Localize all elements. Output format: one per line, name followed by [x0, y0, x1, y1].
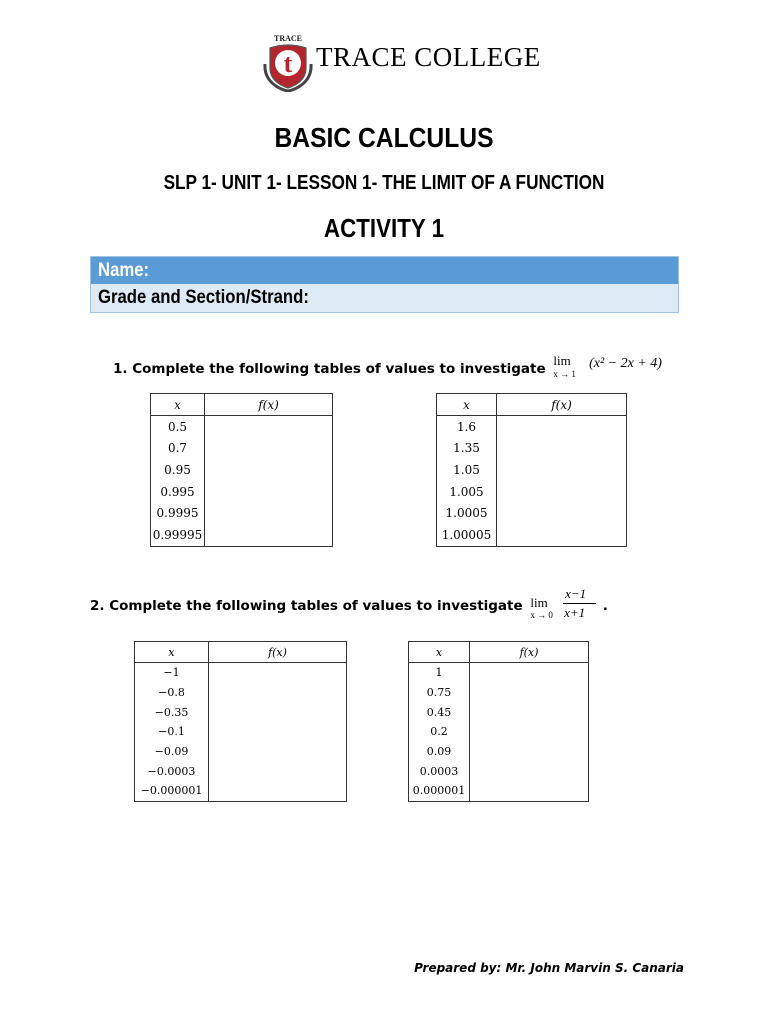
question-2-fraction	[562, 586, 598, 620]
fraction-numerator: x−1	[565, 586, 587, 601]
q2-table-right	[408, 641, 589, 802]
fx-cell[interactable]	[209, 683, 347, 703]
student-info-box	[90, 256, 679, 313]
table-header-fx: f(x)	[497, 394, 627, 416]
x-value: 1.0005	[437, 502, 497, 524]
fx-cell[interactable]	[497, 502, 627, 524]
fx-cell[interactable]	[497, 481, 627, 503]
question-1-limit	[550, 353, 584, 379]
q1-table-left	[150, 393, 333, 547]
activity-title: ACTIVITY 1	[323, 213, 445, 243]
fx-cell[interactable]	[209, 761, 347, 781]
x-value: 0.09	[409, 742, 470, 762]
question-1-text: 1. Complete the following tables of values to investigate	[113, 361, 546, 377]
table-row	[437, 438, 627, 460]
table-row	[409, 683, 589, 703]
question-2	[90, 586, 608, 620]
fraction-denominator: x+1	[564, 605, 586, 620]
q2-table-left	[134, 641, 347, 802]
x-value: −0.09	[135, 742, 209, 762]
fx-cell[interactable]	[209, 742, 347, 762]
fx-cell[interactable]	[497, 438, 627, 460]
fx-cell[interactable]	[209, 781, 347, 801]
logo-trace-text: TRACE	[273, 34, 303, 43]
table-row	[151, 438, 333, 460]
fx-cell[interactable]	[470, 663, 589, 683]
grade-section-label: Grade and Section/Strand:	[98, 287, 309, 308]
table-header-x: x	[135, 642, 209, 663]
fx-cell[interactable]	[470, 781, 589, 801]
table-header-fx: f(x)	[470, 642, 589, 663]
x-value: 0.45	[409, 702, 470, 722]
table-row	[437, 416, 627, 438]
table-row	[135, 683, 347, 703]
lim-operator: lim	[553, 353, 571, 368]
table-header-x: x	[437, 394, 497, 416]
x-value: 0.5	[151, 416, 205, 438]
table-header-fx: f(x)	[209, 642, 347, 663]
fx-cell[interactable]	[205, 416, 333, 438]
x-value: 0.995	[151, 481, 205, 503]
fx-cell[interactable]	[497, 459, 627, 481]
q1-table-right	[436, 393, 627, 547]
fx-cell[interactable]	[209, 702, 347, 722]
fx-cell[interactable]	[205, 459, 333, 481]
x-value: 1	[409, 663, 470, 683]
lim-subscript: x → 0	[530, 610, 553, 620]
fx-cell[interactable]	[209, 663, 347, 683]
table-row	[135, 722, 347, 742]
x-value: 0.99995	[151, 524, 205, 546]
question-2-period: .	[602, 598, 608, 614]
x-value: 0.75	[409, 683, 470, 703]
document-subtitle: SLP 1- UNIT 1- LESSON 1- THE LIMIT OF A FUNCTION	[163, 172, 605, 194]
table-row	[437, 502, 627, 524]
lim-subscript: x → 1	[553, 369, 576, 379]
fx-cell[interactable]	[470, 761, 589, 781]
fx-cell[interactable]	[470, 702, 589, 722]
table-header-x: x	[151, 394, 205, 416]
x-value: 0.95	[151, 459, 205, 481]
x-value: 1.35	[437, 438, 497, 460]
x-value: 1.00005	[437, 524, 497, 546]
table-row	[409, 663, 589, 683]
fx-cell[interactable]	[205, 481, 333, 503]
logo-letter: t	[283, 49, 293, 78]
table-row	[151, 502, 333, 524]
fx-cell[interactable]	[470, 722, 589, 742]
question-1	[113, 353, 662, 379]
table-row	[151, 416, 333, 438]
fx-cell[interactable]	[209, 722, 347, 742]
question-2-limit	[527, 595, 557, 620]
x-value: 1.6	[437, 416, 497, 438]
table-row	[409, 722, 589, 742]
x-value: −0.000001	[135, 781, 209, 801]
college-name: TRACE COLLEGE	[316, 42, 541, 72]
fraction-bar	[563, 603, 596, 604]
table-row	[409, 742, 589, 762]
table-row	[437, 459, 627, 481]
table-row	[409, 761, 589, 781]
table-header-x: x	[409, 642, 470, 663]
x-value: 0.2	[409, 722, 470, 742]
question-1-expression: (x² − 2x + 4)	[589, 356, 662, 371]
x-value: 0.7	[151, 438, 205, 460]
table-row	[151, 459, 333, 481]
name-field[interactable]	[91, 257, 678, 284]
trace-college-logo	[262, 34, 314, 92]
table-row	[135, 761, 347, 781]
x-value: 1.05	[437, 459, 497, 481]
x-value: 0.9995	[151, 502, 205, 524]
x-value: 1.005	[437, 481, 497, 503]
table-row	[135, 781, 347, 801]
x-value: −1	[135, 663, 209, 683]
x-value: −0.35	[135, 702, 209, 722]
document-title: BASIC CALCULUS	[274, 122, 494, 153]
table-row	[437, 481, 627, 503]
fx-cell[interactable]	[205, 438, 333, 460]
table-row	[135, 663, 347, 683]
fx-cell[interactable]	[205, 502, 333, 524]
x-value: −0.8	[135, 683, 209, 703]
table-header-fx: f(x)	[205, 394, 333, 416]
fx-cell[interactable]	[205, 524, 333, 546]
table-row	[151, 524, 333, 546]
table-row	[151, 481, 333, 503]
table-row	[135, 702, 347, 722]
fx-cell[interactable]	[497, 416, 627, 438]
grade-section-field[interactable]	[91, 284, 678, 312]
table-row	[409, 702, 589, 722]
table-row	[409, 781, 589, 801]
x-value: −0.1	[135, 722, 209, 742]
x-value: −0.0003	[135, 761, 209, 781]
fx-cell[interactable]	[470, 683, 589, 703]
question-2-text: 2. Complete the following tables of values to investigate	[90, 598, 523, 614]
lim-operator: lim	[530, 595, 548, 610]
table-row	[437, 524, 627, 546]
name-label: Name:	[98, 260, 150, 281]
table-row	[135, 742, 347, 762]
x-value: 0.0003	[409, 761, 470, 781]
x-value: 0.000001	[409, 781, 470, 801]
fx-cell[interactable]	[497, 524, 627, 546]
fx-cell[interactable]	[470, 742, 589, 762]
prepared-by: Prepared by: Mr. John Marvin S. Canaria	[414, 961, 684, 975]
